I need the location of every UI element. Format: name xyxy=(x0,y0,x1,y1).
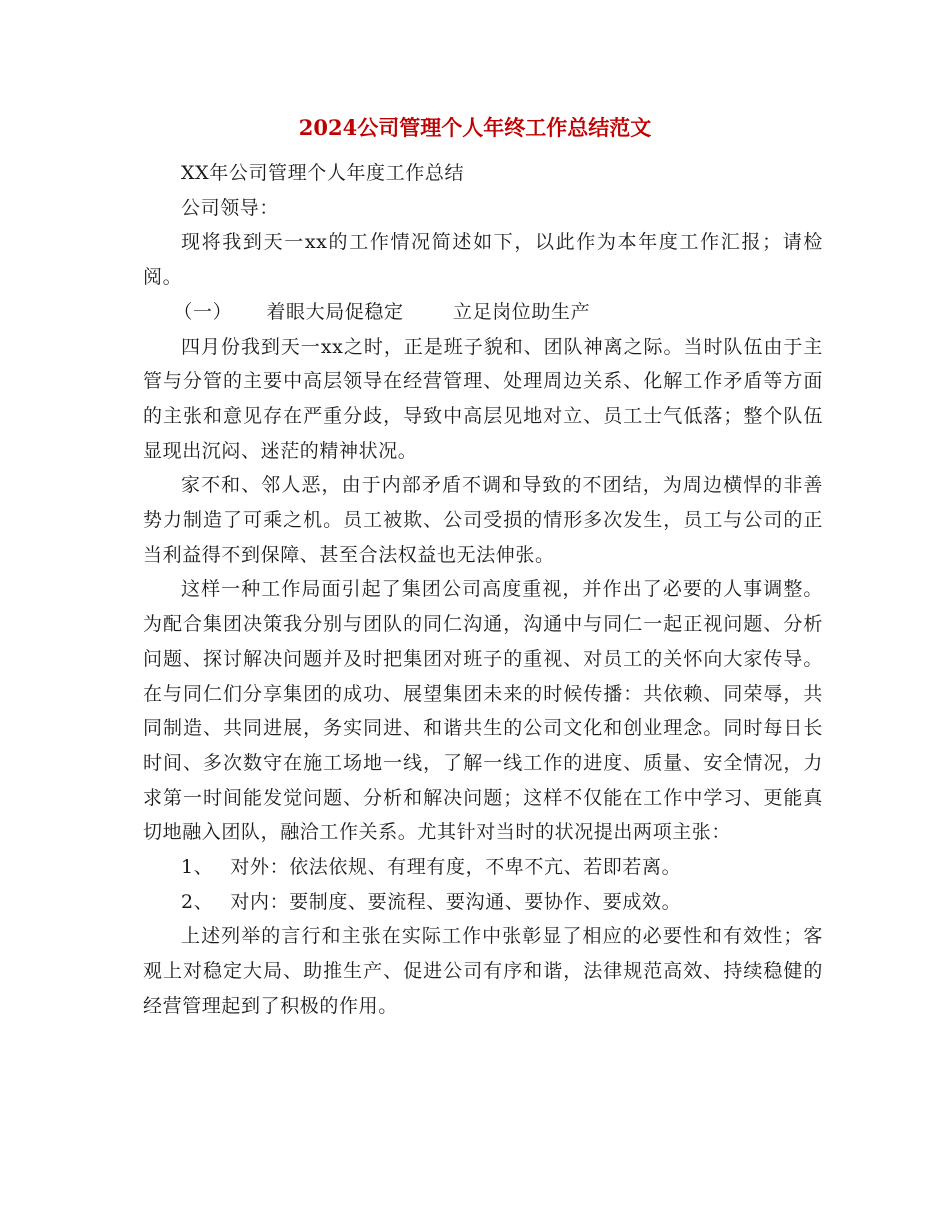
paragraph-salutation: 公司领导： xyxy=(181,196,280,219)
paragraph-conclusion: 上述列举的言行和主张在实际工作中张彰显了相应的必要性和有效性；客观上对稳定大局、助推生产、促进公司有序和谐，法律规范高效、持续稳健的经营管理起到了积极的作用。 xyxy=(143,925,823,1017)
document-body xyxy=(143,156,823,1024)
section-heading-part-b: 立足岗位助生产 xyxy=(452,300,591,323)
list-item xyxy=(143,850,823,885)
section-heading-1 xyxy=(143,295,823,330)
paragraph-intro: 现将我到天一xx的工作情况简述如下，以此作为本年度工作汇报；请检阅。 xyxy=(143,231,823,289)
section-number: （一） xyxy=(173,300,233,323)
list-item-number: 1、 xyxy=(181,856,214,879)
document-title: 2024公司管理个人年终工作总结范文 xyxy=(298,115,652,140)
list-item-text: 对外：依法依规、有理有度，不卑不亢、若即若离。 xyxy=(230,856,682,879)
paragraph-body: 这样一种工作局面引起了集团公司高度重视，并作出了必要的人事调整。为配合集团决策我分别与团队的同仁沟通，沟通中与同仁一起正视问题、分析问题、探讨解决问题并及时把集团对班子的重视、对员工的关怀向大家传导。在与同仁们分享集团的成功、展望集团未来的时候传播：共依赖、同荣辱，共同制造、共同进展，务实同进、和谐共生的公司文化和创业理念。同时每日长时间、多次数守在施工场地一线，了解一线工作的进度、质量、安全情况，力求第一时间能发觉问题、分析和解决问题；这样不仅能在工作中学习、更能真切地融入团队，融洽工作关系。尤其针对当时的状况提出两项主张： xyxy=(143,578,823,844)
paragraph-body: 家不和、邻人恶，由于内部矛盾不调和导致的不团结，为周边横悍的非善势力制造了可乘之机。员工被欺、公司受损的情形多次发生，员工与公司的正当利益得不到保障、甚至合法权益也无法伸张。 xyxy=(143,474,823,566)
paragraph-body: 四月份我到天一xx之时，正是班子貌和、团队神离之际。当时队伍由于主管与分管的主要中高层领导在经营管理、处理周边关系、化解工作矛盾等方面的主张和意见存在严重分歧，导致中高层见地对立、员工士气低落；整个队伍显现出沉闷、迷茫的精神状况。 xyxy=(143,335,823,462)
section-heading-part-a: 着眼大局促稳定 xyxy=(266,300,404,323)
list-item xyxy=(143,885,823,920)
paragraph-subtitle: XX年公司管理个人年度工作总结 xyxy=(181,162,465,184)
list-item-number: 2、 xyxy=(181,890,214,913)
list-item-text: 对内：要制度、要流程、要沟通、要协作、要成效。 xyxy=(230,890,682,913)
